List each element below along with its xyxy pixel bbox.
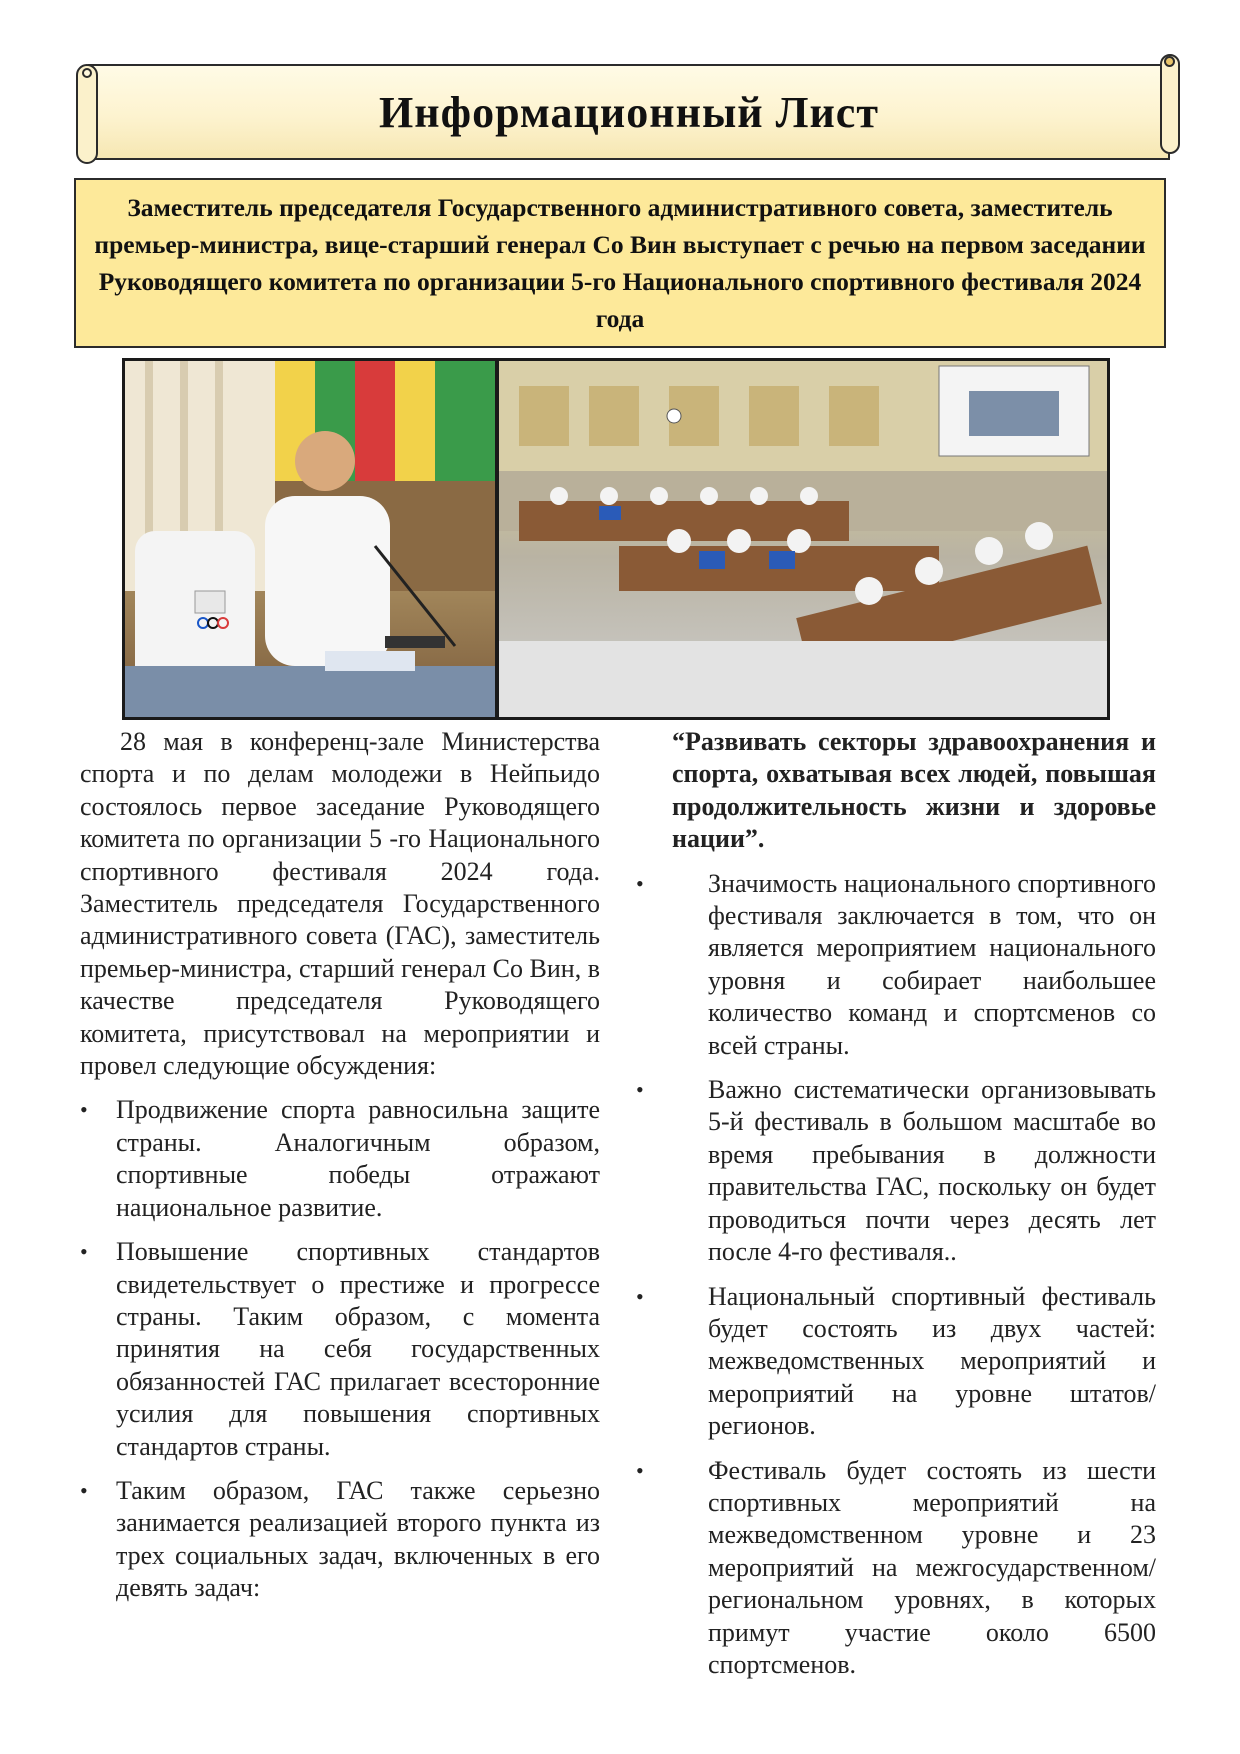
list-item: • Значимость национального спортивного фестиваля заключается в том, что он является мероприятием национального уровня и собирает наибольшее количество команд и спортсменов со всей страны. [672,868,1156,1062]
title-banner [70,58,1180,170]
headline: Заместитель председателя Государственного административного совета, заместитель премьер-министра, вице-старший генерал Со Вин выступает с речью на первом заседании Руководящего комитета по организации 5-го Национального спортивного фестиваля 2024 года [94,193,1146,333]
list-item: • Повышение спортивных стандартов свидетельствует о престиже и прогрессе страны. Таким образом, с момента принятия на себя государственных обязанностей ГАС прилагает всесторонние усилия для повышения спортивных стандартов страны. [80,1236,600,1463]
right-column [672,726,1156,1693]
page-title: Информационный Лист [379,87,879,137]
photo-strip [122,358,1110,720]
list-item: • Важно систематически организовывать 5-й фестиваль в большом масштабе во время пребывания в должности правительства ГАС, поскольку он будет проводиться почти через десять лет после 4-го фестиваля.. [672,1074,1156,1268]
right-bullet-list [672,868,1156,1682]
intro-paragraph: 28 мая в конференц-зале Министерства спорта и по делам молодежи в Нейпьидо состоялось первое заседание Руководящего комитета по организации 5 -го Национального спортивного фестиваля 2024 года. Заместитель председателя Государственного административного совета (ГАС), заместитель премьер-министра, старший генерал Со Вин, в качестве председателя Руководящего комитета, присутствовал на мероприятии и провел следующие обсуждения: [80,727,600,1081]
list-item: • Фестиваль будет состоять из шести спортивных мероприятий на межведомственном уровне и 23 мероприятий на межгосударственном/ региональном уровнях, в которых примут участие около 6500 спортсменов. [672,1455,1156,1682]
headline-box [74,178,1166,348]
speaker-photo-illustration [125,361,495,717]
list-item: • Продвижение спорта равносильна защите страны. Аналогичным образом, спортивные победы отражают национальное развитие. [80,1094,600,1224]
conference-photo-illustration [499,361,1107,717]
photo-conference-room [499,361,1107,717]
left-column [80,726,600,1617]
left-bullet-list [80,1094,600,1604]
quote: “Развивать секторы здравоохранения и спорта, охватывая всех людей, повышая продолжительность жизни и здоровье нации”. [672,727,1156,854]
list-item: • Таким образом, ГАС также серьезно занимается реализацией второго пункта из трех социальных задач, включенных в его девять задач: [80,1475,600,1605]
list-item: • Национальный спортивный фестиваль будет состоять из двух частей: межведомственных мероприятий и мероприятий на уровне штатов/регионов. [672,1281,1156,1443]
photo-speaker [125,361,495,717]
